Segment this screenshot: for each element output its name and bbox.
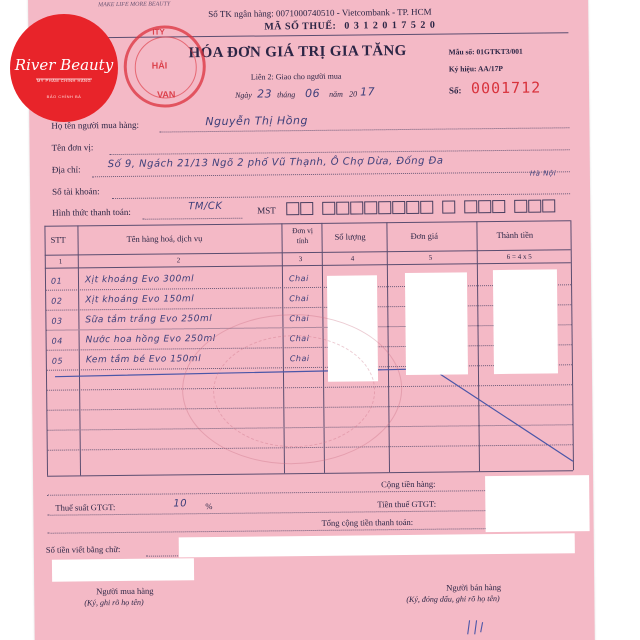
address-value: Số 9, Ngách 21/13 Ngõ 2 phố Vũ Thạnh, Ô Chợ Dừa, Đống Đa [107,155,444,171]
row-unit: Chai [289,294,310,304]
header-item-name: Tên hàng hoá, dịch vụ [126,233,203,244]
header-quantity: Số lượng [334,231,366,242]
index-col-2: 2 [176,256,181,265]
row-stt: 03 [51,316,63,326]
row-item-name: Sữa tắm trắng Evo 250ml [85,314,213,326]
header-stt: STT [50,234,66,245]
header-divider [48,32,568,38]
mst-label: MST [257,205,276,216]
company-stamp [123,25,206,108]
mst-box [478,200,491,213]
row-unit: Chai [288,274,309,284]
row-item-name: Xịt khoáng Evo 150ml [85,294,195,306]
bank-account: Số TK ngân hàng: 0071000740510 - Vietcombank - TP. HCM [208,6,432,20]
redacted-amount-words [179,533,575,557]
subtotal-label: Cộng tiền hàng: [381,478,436,490]
company-tagline: MAKE LIFE MORE BEAUTY [98,1,171,9]
invoice-number: 0001712 [470,78,542,98]
buyer-name-line [159,127,569,132]
buyer-signature-title: Người mua hàng [96,585,154,597]
river-beauty-logo [10,14,118,122]
date-day: 23 [256,87,273,101]
mst-box [442,200,455,213]
index-col-4: 4 [350,254,355,263]
copy-note: Liên 2: Giao cho người mua [250,71,342,82]
mst-box [492,200,505,213]
mst-box [542,199,555,212]
account-label: Số tài khoản: [52,186,100,197]
vat-rate-unit: % [205,501,213,512]
mst-box [514,200,527,213]
row-item-name: Kem tắm bé Evo 150ml [85,354,202,366]
address-extra: Hà Nội [529,169,557,178]
row-stt: 02 [51,296,63,306]
vat-amount-label: Tiền thuế GTGT: [377,498,437,510]
header-unit-price: Đơn giá [410,230,438,241]
year-label: năm [329,89,343,99]
buyer-signature-note: (Ký, ghi rõ họ tên) [84,597,144,608]
buyer-name-label: Họ tên người mua hàng: [51,119,140,131]
mst-box [286,202,299,215]
mst-box [336,202,349,215]
redacted-amount [493,269,558,374]
table-index-rule [45,262,571,269]
header-amount: Thành tiền [496,229,534,241]
mst-box [350,201,363,214]
invoice-title: HÓA ĐƠN GIÁ TRỊ GIA TĂNG [188,42,407,62]
buyer-name-value: Nguyễn Thị Hồng [205,114,309,129]
invoice-number-label: Số: [448,85,462,96]
form-number: Mẫu số: 01GTKT3/001 [448,46,523,57]
index-col-1: 1 [58,257,63,266]
date-prefix: Ngày [235,90,252,100]
seller-signature-note: (Ký, đóng dấu, ghi rõ họ tên) [406,594,500,605]
row-item-name: Nước hoa hồng Evo 250ml [85,333,216,346]
invoice-symbol: Ký hiệu: AA/17P [448,63,504,74]
vat-rate-value: 10 [173,498,188,510]
row-stt: 01 [50,276,63,286]
index-col-5: 5 [428,253,433,262]
row-unit: Chai [289,354,310,364]
row-stt: 04 [51,336,63,346]
index-col-3: 3 [298,255,303,264]
date-month: 06 [304,86,321,101]
redacted-unit-price [405,272,468,375]
stamp-bottom-text: VAN [156,89,176,100]
payment-value: TM/CK [188,200,223,213]
mst-box [420,201,433,214]
table-header-rule [45,249,571,256]
year-suffix: 17 [359,85,376,99]
tax-code-label: MÃ SỐ THUẾ: [264,20,337,33]
seller-signature-mark [465,616,495,636]
mst-box [406,201,419,214]
logo-subtitle: MỸ PHẨM CHÍNH HÃNG [36,78,92,83]
unit-name-label: Tên đơn vị: [51,142,94,153]
mst-box [364,201,377,214]
amount-in-words-label: Số tiền viết bằng chữ: [45,543,121,555]
row-unit: Chai [289,314,310,324]
unit-name-line [110,149,570,155]
month-label: tháng [277,90,296,100]
address-label: Địa chỉ: [51,164,81,175]
mst-box [464,200,477,213]
grand-total-label: Tổng cộng tiền thanh toán: [321,516,414,528]
stamp-center-text: HẢI [151,60,168,71]
vat-rate-label: Thuế suất GTGT: [55,502,116,513]
address-line [92,171,570,177]
mst-box [528,200,541,213]
logo-title: River Beauty [14,56,114,74]
mst-box [322,202,335,215]
row-unit: Chai [289,334,310,344]
stamp-top-text: ITY [152,27,165,37]
row-stt: 05 [51,356,64,366]
redacted-amount-words-2 [52,558,194,581]
index-col-6: 6 = 4 x 5 [506,252,532,261]
header-unit: Đơn vị tính [292,225,313,246]
payment-line [142,218,242,220]
mst-box [392,201,405,214]
payment-label: Hình thức thanh toán: [52,206,131,218]
row-item-name: Xịt khoáng Evo 300ml [84,274,195,286]
seller-signature-title: Người bán hàng [446,582,502,593]
tax-code: 0 3 1 2 0 1 7 5 2 0 [344,19,436,32]
mst-box [378,201,391,214]
redacted-totals [485,475,590,532]
year-prefix: 20 [349,89,358,99]
mst-box [300,202,313,215]
logo-tagline: BẢO CHÍNH BÁ [46,94,82,99]
account-line [112,193,570,199]
